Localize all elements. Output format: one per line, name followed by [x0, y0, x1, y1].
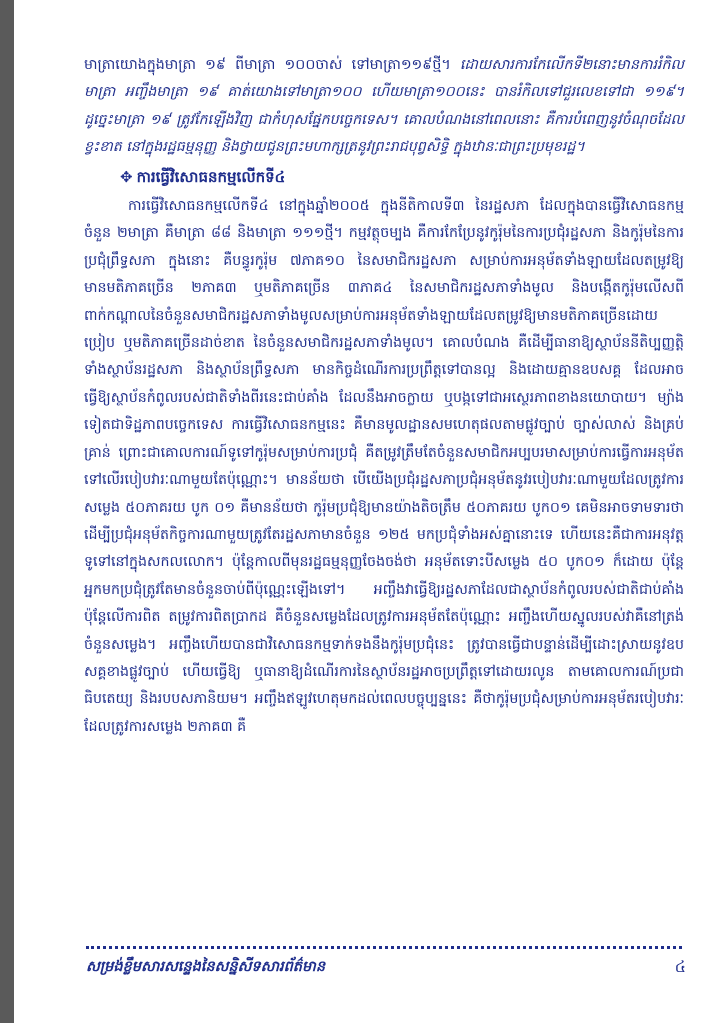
continued-italic-text: ដោយសារការកែលើកទី២នោះមានការរំកិលមាត្រា អញ្ចឹងមាត្រា ១៩ គាត់យោងទៅមាត្រា១០០ ហើយមាត្រា១០០នេះ បានរំកិលទៅជួរលេខទៅជា ១១៩។ ដូច្នេះមាត្រា ១៩ ត្រូវកែឡើងវិញ ជាកំហុសផ្នែកបច្ចេកទេស។ គោលបំណងនៅពេលនោះ គឺការបំពេញនូវចំណុចដែលខ្វះខាត នៅក្នុងរដ្ឋធម្មនុញ្ញ និងថ្វាយជូនព្រះមហាក្សត្រនូវព្រះរាជបុព្វសិទ្ធិ ក្នុងឋានៈជាព្រះប្រមុខរដ្ឋ។: [84, 57, 684, 156]
continued-text: មាត្រាយោងក្នុងមាត្រា ១៩ ពីមាត្រា ១០០ចាស់ ទៅមាត្រា១១៩ថ្មី។: [84, 57, 451, 73]
continued-paragraph: [84, 52, 684, 162]
section-heading: [120, 164, 684, 191]
footer-title: សម្រង់ខ្លឹមសារសន្ទេងនៃសន្និសីទសារព័ត៌មាន: [86, 959, 326, 975]
page-number: ៤: [674, 957, 686, 976]
section-heading-text: ការធ្វើវិសោធនកម្មលើកទី៤: [136, 167, 286, 186]
document-page: [14, 0, 726, 1023]
page-content: [84, 52, 684, 741]
footer-divider: [86, 946, 682, 949]
body-paragraph: ការធ្វើវិសោធនកម្មលើកទី៤ នៅក្នុងឆ្នាំ២០០៥ ក្នុងនីតិកាលទី៣ នៃរដ្ឋសភា ដែលក្នុងបានធ្វើវិសោធនកម្ម ចំនួន ២មាត្រា គឺមាត្រា ៨៨ និងមាត្រា ១១១ថ្មី។ កម្មវត្ថុចម្បង គឺការកែប្រែនូវកូរ៉ុមនៃការប្រជុំរដ្ឋសភា និងកូរ៉ុមនៃការប្រជុំព្រឹទ្ធសភា ក្នុងនោះ គឺបន្ធូរកូរ៉ុម ៧ភាគ១០ នៃសមាជិករដ្ឋសភា សម្រាប់ការអនុម័តទាំងឡាយដែលតម្រូវឱ្យមានមតិភាគច្រើន ២ភាគ៣ ឬមតិភាគច្រើន ៣ភាគ៤ នៃសមាជិករដ្ឋសភាទាំងមូល និងបង្កើតកូរ៉ុមលើសពីពាក់កណ្ដាលនៃចំនួនសមាជិករដ្ឋសភាទាំងមូលសម្រាប់ការអនុម័តទាំងឡាយដែលតម្រូវឱ្យមានមតិភាគច្រើនដោយប្រៀប ឬមតិភាគច្រើនដាច់ខាត នៃចំនួនសមាជិករដ្ឋសភាទាំងមូល។ គោលបំណង គឺដើម្បីធានាឱ្យស្ថាប័ននីតិប្បញ្ញត្តិ ទាំងស្ថាប័នរដ្ឋសភា និងស្ថាប័នព្រឹទ្ធសភា មានកិច្ចដំណើរការប្រព្រឹត្តទៅបានល្អ និងដោយគ្មានឧបសគ្គ ដែលអាចធ្វើឱ្យស្ថាប័នកំពូលរបស់ជាតិទាំងពីរនេះជាប់គាំង ដែលនឹងអាចក្លាយ ឬបង្កទៅជាអស្ថេរភាពខាងនយោបាយ។ ម្យ៉ាងទៀតជាទិដ្ឋភាពបច្ចេកទេស ការធ្វើវិសោធនកម្មនេះ គឺមានមូលដ្ឋានសមហេតុផលតាមផ្លូវច្បាប់ ច្បាស់លាស់ និងគ្រប់គ្រាន់ ព្រោះជាគោលការណ៍ទូទៅកូរ៉ុមសម្រាប់ការប្រជុំ គឺតម្រូវត្រឹមតែចំនួនសមាជិកអប្បបរមាសម្រាប់ការធ្វើការអនុម័តទៅលើរបៀបវារៈណាមួយតែប៉ុណ្ណោះ។ មានន័យថា បើយើងប្រជុំរដ្ឋសភាប្រជុំអនុម័តនូវរបៀបវារៈណាមួយដែលត្រូវការសម្លេង ៥០ភាគរយ បូក ០១ គឺមានន័យថា កូរ៉ុមប្រជុំឱ្យមានយ៉ាងតិចត្រឹម ៥០ភាគរយ បូក០១ គេមិនអាចទាមទារថាដើម្បីប្រជុំអនុម័តកិច្ចការណាមួយត្រូវតែរដ្ឋសភាមានចំនួន ១២៥ មកប្រជុំទាំងអស់គ្នានោះទេ ហើយនេះគឺជាការអនុវត្តទូទៅនៅក្នុងសកលលោក។ ប៉ុន្តែកាលពីមុនរដ្ឋធម្មនុញ្ញចែងចង់ថា អនុម័តទោះបីសម្លេង ៥០ បូក០១ ក៏ដោយ ប៉ុន្តែអ្នកមកប្រជុំត្រូវតែមានចំនួនចាប់ពីប៉ុណ្ណេះឡើងទៅ។ អញ្ចឹងវាធ្វើឱ្យរដ្ឋសភាដែលជាស្ថាប័នកំពូលរបស់ជាតិជាប់គាំង ប៉ុន្តែលើការពិត តម្រូវការពិតប្រាកដ គឺចំនួនសម្លេងដែលត្រូវការអនុម័តតែប៉ុណ្ណោះ អញ្ចឹងហើយស្នូលរបស់វាគឺនៅត្រង់ចំនួនសម្លេង។ អញ្ចឹងហើយបានជាវិសោធនកម្មទាក់ទងនឹងកូរ៉ុមប្រជុំនេះ ត្រូវបានធ្វើជាបន្ទាន់ដើម្បីដោះស្រាយនូវឧបសគ្គខាងផ្លូវច្បាប់ ហើយធ្វើឱ្យ ឬធានាឱ្យដំណើរការនៃស្ថាប័នរដ្ឋអាចប្រព្រឹត្តទៅដោយរលូន តាមគោលការណ៍ប្រជាធិបតេយ្យ និងរបបសភានិយម។ អញ្ចឹងឥឡូវហេតុមកដល់ពេលបច្ចុប្បន្ននេះ គឺថាកូរ៉ុមប្រជុំសម្រាប់ការអនុម័តរបៀបវារៈដែលត្រូវការសម្លេង ២ភាគ៣ គឺ: [84, 198, 684, 735]
flower-bullet-icon: ✥: [120, 167, 133, 186]
